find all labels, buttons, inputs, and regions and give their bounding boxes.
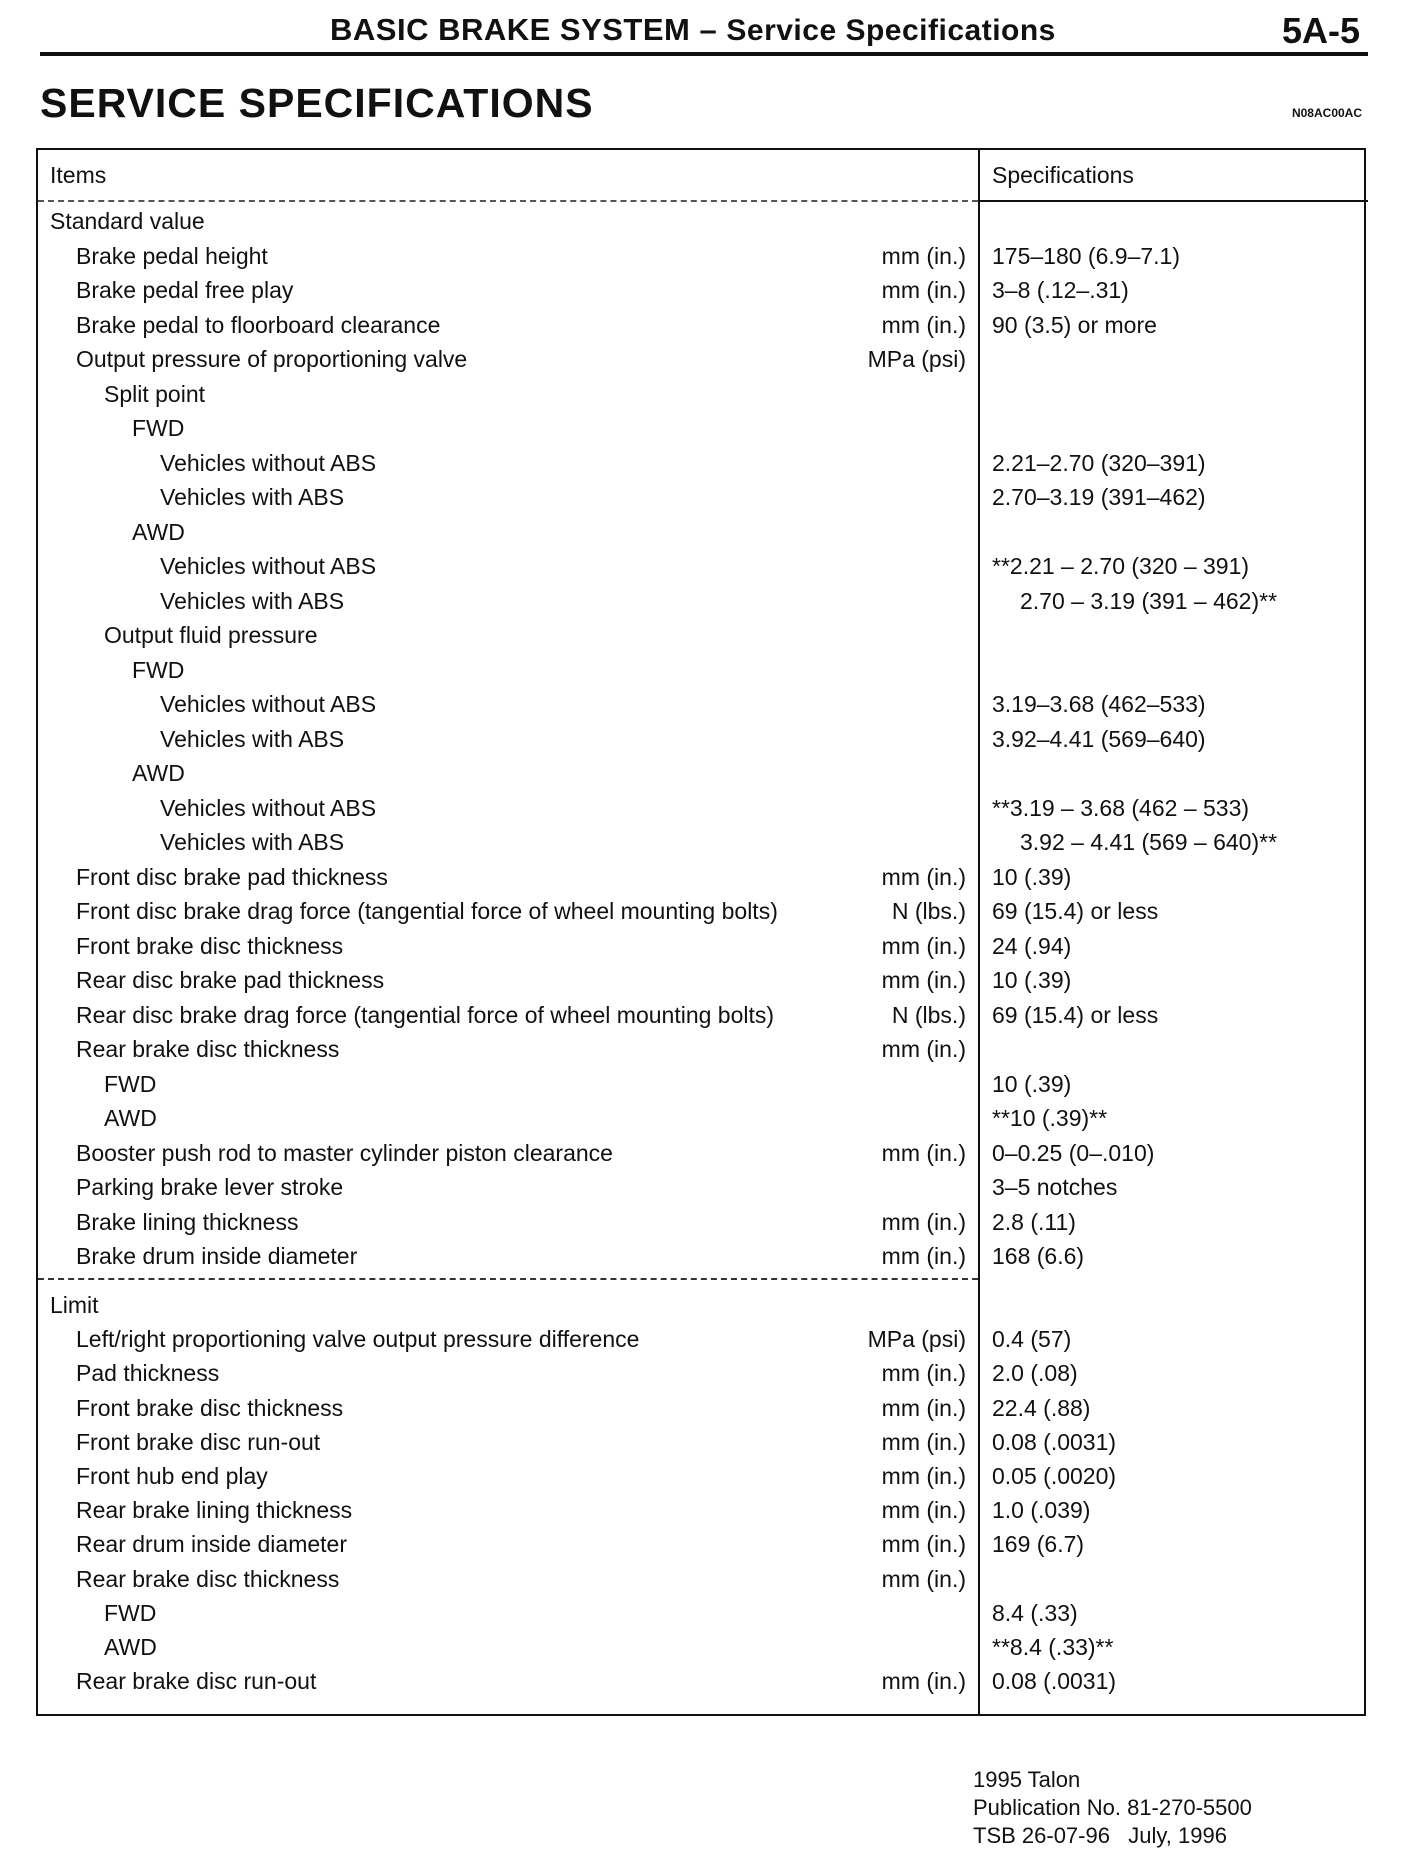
table-row [38, 515, 1368, 549]
item-unit: mm (in.) [881, 242, 966, 269]
table-row [38, 860, 1368, 894]
table-row [38, 480, 1368, 514]
item-label: Rear drum inside diameter [76, 1531, 348, 1558]
item-label: Rear brake disc thickness [76, 1036, 340, 1062]
item-label: Split point [104, 380, 206, 407]
item-label: Front hub end play [76, 1463, 268, 1489]
item-unit: mm (in.) [881, 1243, 966, 1269]
item-label: FWD [132, 656, 185, 683]
item-label: Brake pedal height [76, 242, 268, 269]
section-code: N08AC00AC [1291, 106, 1362, 120]
item-label: FWD [104, 1070, 157, 1097]
header-rule [40, 52, 1368, 56]
table-row [38, 929, 1368, 963]
item-label: Output fluid pressure [104, 622, 318, 648]
section-title: SERVICE SPECIFICATIONS [40, 80, 594, 126]
item-unit: N (lbs.) [891, 1001, 966, 1028]
item-spec: 2.0 (.08) [992, 1360, 1078, 1387]
table-row [38, 1425, 1368, 1459]
item-label: Front disc brake pad thickness [76, 863, 388, 890]
table-row [38, 1322, 1368, 1356]
header-dash: – [699, 12, 718, 47]
item-spec: 3.92 – 4.41 (569 – 640)** [1020, 829, 1278, 855]
item-spec: 90 (3.5) or more [992, 311, 1157, 338]
item-label: FWD [104, 1599, 157, 1626]
column-header-items: Items [50, 162, 107, 188]
table-row [38, 1356, 1368, 1390]
item-spec: 24 (.94) [992, 932, 1072, 959]
item-spec: 8.4 (.33) [992, 1599, 1078, 1626]
item-unit: mm (in.) [881, 1497, 966, 1524]
item-spec: 2.21–2.70 (320–391) [992, 449, 1206, 476]
table-row [38, 204, 1368, 238]
table-row [38, 791, 1368, 825]
table-row [38, 1664, 1368, 1698]
table-row [38, 273, 1368, 307]
item-unit: mm (in.) [881, 1360, 966, 1387]
item-unit: mm (in.) [881, 1531, 966, 1558]
header-title [330, 12, 1056, 48]
item-unit: mm (in.) [881, 967, 966, 993]
table-row [38, 963, 1368, 997]
item-label: Vehicles with ABS [160, 587, 345, 614]
item-label: FWD [132, 415, 185, 441]
header-rule-right [978, 200, 1368, 202]
item-unit: mm (in.) [881, 1463, 966, 1489]
header-rule-left [38, 200, 978, 202]
item-unit: mm (in.) [881, 311, 966, 338]
table-row [38, 1562, 1368, 1596]
item-spec: 69 (15.4) or less [992, 898, 1159, 924]
item-spec: 168 (6.6) [992, 1243, 1085, 1269]
item-spec: 0.08 (.0031) [992, 1428, 1117, 1455]
item-label: Vehicles with ABS [160, 484, 345, 510]
table-row [38, 342, 1368, 376]
item-label: Rear disc brake drag force (tangential force of wheel mounting bolts) [76, 1001, 775, 1028]
item-spec: 2.8 (.11) [992, 1208, 1076, 1235]
item-label: Booster push rod to master cylinder piston clearance [76, 1139, 613, 1166]
item-label: Vehicles with ABS [160, 829, 345, 855]
header-section: BASIC BRAKE SYSTEM [330, 12, 691, 47]
footer-tsb: TSB 26-07-96 July, 1996 [973, 1823, 1227, 1848]
table-row [38, 1391, 1368, 1425]
item-spec: **3.19 – 3.68 (462 – 533) [992, 794, 1250, 821]
item-label: Front brake disc thickness [76, 932, 344, 959]
table-row [38, 1596, 1368, 1630]
item-label: Brake pedal free play [76, 277, 294, 303]
item-label: Vehicles without ABS [160, 553, 377, 579]
item-label: Front disc brake drag force (tangential force of wheel mounting bolts) [76, 898, 778, 924]
spec-table [36, 148, 1366, 1716]
table-row [38, 1527, 1368, 1561]
item-label: Vehicles with ABS [160, 725, 345, 752]
footer [973, 1766, 1252, 1850]
item-spec: 2.70–3.19 (391–462) [992, 484, 1206, 510]
item-unit: mm (in.) [881, 1036, 966, 1062]
item-unit: mm (in.) [881, 863, 966, 890]
item-spec: 175–180 (6.9–7.1) [992, 242, 1180, 269]
item-label: Brake drum inside diameter [76, 1243, 358, 1269]
item-spec: 10 (.39) [992, 863, 1072, 890]
table-row [38, 618, 1368, 652]
section-divider [38, 1278, 978, 1280]
item-spec: 0.4 (57) [992, 1326, 1072, 1353]
header-subsection: Service Specifications [726, 14, 1056, 47]
item-label: Rear brake disc run-out [76, 1668, 317, 1695]
item-label: Left/right proportioning valve output pressure difference [76, 1326, 640, 1353]
item-spec: **2.21 – 2.70 (320 – 391) [992, 553, 1250, 579]
item-spec: 69 (15.4) or less [992, 1001, 1159, 1028]
item-label: Vehicles without ABS [160, 691, 377, 717]
item-spec: **8.4 (.33)** [992, 1634, 1114, 1660]
item-unit: mm (in.) [881, 1668, 966, 1695]
table-row [38, 1459, 1368, 1493]
item-spec: 10 (.39) [992, 1070, 1072, 1097]
table-row [38, 1136, 1368, 1170]
item-label: Parking brake lever stroke [76, 1174, 344, 1200]
table-row [38, 825, 1368, 859]
item-unit: mm (in.) [881, 1139, 966, 1166]
table-row [38, 1170, 1368, 1204]
table-row [38, 1101, 1368, 1135]
item-label: AWD [104, 1105, 157, 1131]
table-row [38, 411, 1368, 445]
table-row [38, 1067, 1368, 1101]
column-header-specifications: Specifications [992, 162, 1134, 188]
item-label: Vehicles without ABS [160, 449, 377, 476]
item-spec: 3–5 notches [992, 1174, 1118, 1200]
item-spec: 10 (.39) [992, 967, 1072, 993]
item-label: AWD [132, 760, 185, 786]
item-label: Pad thickness [76, 1360, 220, 1387]
item-unit: mm (in.) [881, 1208, 966, 1235]
table-row [38, 1239, 1368, 1273]
group-label: Limit [50, 1292, 99, 1318]
table-row [38, 1493, 1368, 1527]
item-spec: 3.92–4.41 (569–640) [992, 725, 1206, 752]
item-spec: 3.19–3.68 (462–533) [992, 691, 1206, 717]
table-row [38, 653, 1368, 687]
item-unit: MPa (psi) [867, 346, 966, 372]
item-unit: mm (in.) [881, 277, 966, 303]
table-row [38, 998, 1368, 1032]
item-spec: 1.0 (.039) [992, 1497, 1091, 1524]
item-label: Brake lining thickness [76, 1208, 299, 1235]
table-row [38, 687, 1368, 721]
item-unit: N (lbs.) [891, 898, 966, 924]
item-unit: mm (in.) [881, 1565, 966, 1592]
item-label: Rear brake disc thickness [76, 1565, 340, 1592]
item-label: Rear brake lining thickness [76, 1497, 353, 1524]
page-header [40, 10, 1368, 50]
item-label: Output pressure of proportioning valve [76, 346, 468, 372]
table-row [38, 1205, 1368, 1239]
item-spec: 3–8 (.12–.31) [992, 277, 1129, 303]
item-spec: 0.08 (.0031) [992, 1668, 1117, 1695]
table-row [38, 1032, 1368, 1066]
item-unit: mm (in.) [881, 1428, 966, 1455]
item-spec: 0–0.25 (0–.010) [992, 1139, 1155, 1166]
item-spec: **10 (.39)** [992, 1105, 1108, 1131]
table-row [38, 308, 1368, 342]
table-row [38, 1630, 1368, 1664]
item-label: Rear disc brake pad thickness [76, 967, 385, 993]
item-unit: mm (in.) [881, 932, 966, 959]
table-row [38, 1288, 1368, 1322]
footer-publication: Publication No. 81-270-5500 [973, 1795, 1252, 1820]
item-spec: 22.4 (.88) [992, 1394, 1091, 1421]
item-label: Front brake disc run-out [76, 1428, 321, 1455]
item-label: Front brake disc thickness [76, 1394, 344, 1421]
item-label: Brake pedal to floorboard clearance [76, 311, 441, 338]
table-row [38, 722, 1368, 756]
item-label: AWD [104, 1634, 157, 1660]
group-label: Standard value [50, 208, 205, 234]
page-number: 5A-5 [1281, 10, 1360, 51]
item-spec: 0.05 (.0020) [992, 1463, 1117, 1489]
table-row [38, 377, 1368, 411]
item-label: Vehicles without ABS [160, 794, 377, 821]
table-row [38, 239, 1368, 273]
item-unit: MPa (psi) [867, 1326, 966, 1353]
item-spec: 169 (6.7) [992, 1531, 1085, 1558]
table-row [38, 756, 1368, 790]
table-row [38, 549, 1368, 583]
item-unit: mm (in.) [881, 1394, 966, 1421]
table-row [38, 584, 1368, 618]
item-label: AWD [132, 518, 185, 545]
item-spec: 2.70 – 3.19 (391 – 462)** [1020, 587, 1278, 614]
table-row [38, 446, 1368, 480]
footer-model: 1995 Talon [973, 1767, 1081, 1792]
table-row [38, 894, 1368, 928]
